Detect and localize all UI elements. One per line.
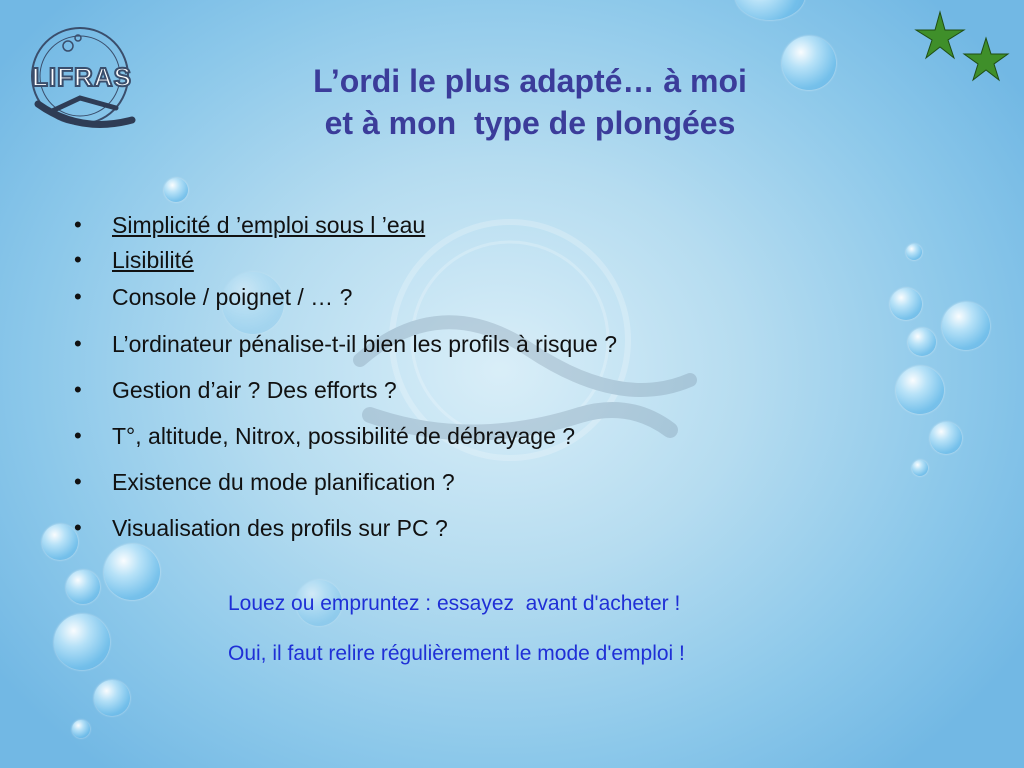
bubble-decoration [94, 680, 130, 716]
slide-title [180, 60, 880, 144]
bullet-item: • Console / poignet / … ? [72, 284, 617, 331]
bubble-decoration [735, 0, 805, 20]
title-line-2: et à mon type de plongées [324, 105, 736, 141]
bubble-decoration [890, 288, 922, 320]
bubble-decoration [908, 328, 936, 356]
bubble-decoration [54, 614, 110, 670]
bullet-item: • Existence du mode planification ? [72, 469, 617, 515]
lifras-logo [20, 24, 144, 141]
bullet-item: • Visualisation des profils sur PC ? [72, 515, 617, 555]
bubble-decoration [912, 460, 928, 476]
bubble-decoration [896, 366, 944, 414]
notes-block [228, 592, 685, 666]
bullet-item: • T°, altitude, Nitrox, possibilité de débrayage ? [72, 423, 617, 469]
bullet-list [72, 212, 617, 555]
title-line-1: L’ordi le plus adapté… à moi [313, 63, 747, 99]
bullet-item: • Simplicité d ’emploi sous l ’eau [72, 212, 617, 247]
bullet-item: • Lisibilité [72, 247, 617, 284]
bullet-item: • Gestion d’air ? Des efforts ? [72, 377, 617, 423]
bubble-decoration [72, 720, 90, 738]
bubble-decoration [942, 302, 990, 350]
starfish-decoration [910, 10, 1020, 95]
bubble-decoration [930, 422, 962, 454]
bubble-decoration [66, 570, 100, 604]
bubble-decoration [164, 178, 188, 202]
bubble-decoration [906, 244, 922, 260]
note-line-1: Louez ou empruntez : essayez avant d'acheter ! [228, 592, 681, 615]
svg-text:LIFRAS: LIFRAS [32, 62, 132, 92]
note-line-2: Oui, il faut relire régulièrement le mode d'emploi ! [228, 642, 685, 665]
bullet-item: • L’ordinateur pénalise-t-il bien les profils à risque ? [72, 331, 617, 377]
